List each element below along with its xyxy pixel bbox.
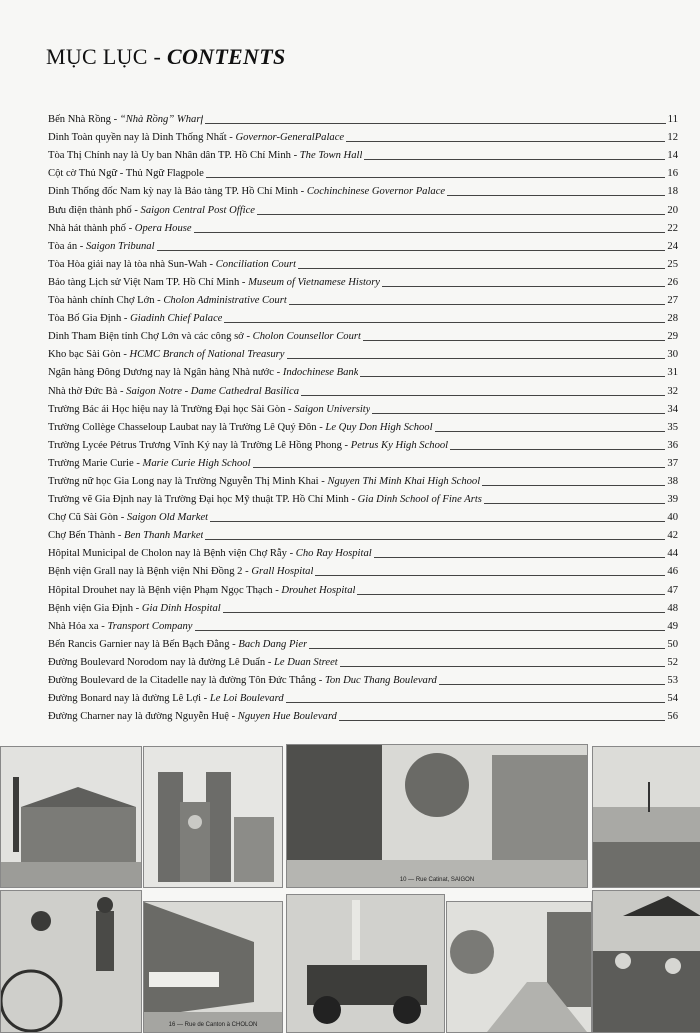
title-separator: - xyxy=(147,44,167,69)
toc-entry-separator: - xyxy=(272,584,282,596)
toc-page-number: 18 xyxy=(667,186,678,198)
toc-entry[interactable] xyxy=(48,198,678,216)
toc-entry-title xyxy=(48,530,203,542)
toc-entry-separator: - xyxy=(98,620,108,632)
toc-entry[interactable] xyxy=(48,235,678,253)
toc-page-number: 40 xyxy=(667,512,678,524)
toc-page-number: 47 xyxy=(667,584,678,596)
toc-entry-separator: - xyxy=(316,675,325,686)
toc-entry-english: Saigon Old Market xyxy=(126,512,209,524)
toc-entry-title xyxy=(48,114,203,126)
toc-leader-line xyxy=(484,503,666,504)
toc-leader-line xyxy=(286,702,666,703)
toc-entry-english: Thủ Ngữ Flagpole xyxy=(125,168,204,180)
toc-entry-english: Transport Company xyxy=(107,620,193,632)
toc-entry-separator: - xyxy=(228,711,238,723)
toc-entry[interactable] xyxy=(48,379,678,397)
toc-entry[interactable] xyxy=(48,578,678,596)
toc-page-number: 42 xyxy=(667,530,678,542)
toc-entry-vietnamese: Trường Lycée Pétrus Trương Vĩnh Ký nay là Trường Lê Hồng Phong xyxy=(48,439,342,451)
toc-entry[interactable] xyxy=(48,325,678,343)
toc-page-number: 44 xyxy=(667,548,678,560)
toc-entry-english: Ton Duc Thang Boulevard xyxy=(324,675,437,686)
toc-entry-vietnamese: Cột cờ Thủ Ngữ xyxy=(48,168,118,180)
toc-leader-line xyxy=(205,123,665,124)
toc-entry-title xyxy=(48,603,221,615)
toc-entry[interactable] xyxy=(48,669,678,687)
toc-page-number: 26 xyxy=(667,276,678,288)
toc-entry-vietnamese: Chợ Cũ Sài Gòn xyxy=(48,512,119,524)
toc-entry-separator: - xyxy=(133,457,143,469)
toc-entry-title xyxy=(48,512,208,524)
toc-page-number: 14 xyxy=(667,150,678,162)
toc-entry[interactable] xyxy=(48,126,678,144)
toc-entry-title xyxy=(48,675,437,687)
toc-entry-title xyxy=(48,205,255,217)
toc-entry-vietnamese: Bảo tàng Lịch sử Việt Nam TP. Hồ Chí Minh xyxy=(48,276,240,288)
toc-entry-vietnamese: Nhà hát thành phố xyxy=(48,222,126,234)
toc-entry-title xyxy=(48,566,313,578)
toc-page-number: 29 xyxy=(667,331,678,343)
photo-rickshaw xyxy=(0,890,142,1033)
toc-entry-vietnamese: Kho bạc Sài Gòn xyxy=(48,349,121,361)
toc-entry-separator: - xyxy=(117,385,127,397)
toc-entry[interactable] xyxy=(48,597,678,615)
photo-boulevard xyxy=(446,901,592,1033)
toc-entry-separator: - xyxy=(265,656,274,668)
toc-entry[interactable] xyxy=(48,416,678,434)
toc-entry-separator: - xyxy=(285,403,295,415)
toc-entry-title xyxy=(48,367,358,379)
toc-entry-english: Cho Ray Hospital xyxy=(295,548,372,560)
toc-page-number: 39 xyxy=(667,494,678,506)
toc-entry-title xyxy=(48,386,299,398)
toc-entry[interactable] xyxy=(48,307,678,325)
toc-leader-line xyxy=(194,232,666,233)
toc-entry-title xyxy=(48,295,287,307)
toc-leader-line xyxy=(205,539,665,540)
toc-entry-separator: - xyxy=(341,439,351,451)
toc-entry-english: The Town Hall xyxy=(299,150,363,162)
toc-leader-line xyxy=(287,358,666,359)
toc-entry-english: Le Quy Don High School xyxy=(325,421,433,433)
toc-entry-title xyxy=(48,132,344,144)
toc-entry-separator: - xyxy=(120,349,130,361)
toc-leader-line xyxy=(363,340,665,341)
toc-entry-vietnamese: Bệnh viện Gia Định xyxy=(48,602,134,614)
toc-entry[interactable] xyxy=(48,452,678,470)
toc-entry-english: Giadinh Chief Palace xyxy=(130,313,223,325)
toc-page-number: 32 xyxy=(667,385,678,397)
toc-entry-title xyxy=(48,494,482,506)
toc-entry-separator: - xyxy=(318,475,328,487)
toc-leader-line xyxy=(340,666,666,667)
toc-page-number: 46 xyxy=(667,566,678,578)
toc-leader-line xyxy=(195,630,666,631)
toc-leader-line xyxy=(357,594,665,595)
toc-leader-line xyxy=(360,376,665,377)
toc-entry[interactable] xyxy=(48,542,678,560)
toc-entry-english: Grall Hospital xyxy=(251,566,314,578)
toc-leader-line xyxy=(346,141,665,142)
toc-entry-vietnamese: Trường Marie Curie xyxy=(48,457,134,469)
photo-street-corner xyxy=(286,744,588,888)
toc-entry-english: Cholon Counsellor Court xyxy=(252,331,361,343)
toc-entry-vietnamese: Nhà thờ Đức Bà xyxy=(48,385,118,397)
toc-entry-vietnamese: Bến Nhà Rồng xyxy=(48,114,111,126)
toc-entry-separator: - xyxy=(131,204,141,216)
toc-leader-line xyxy=(301,395,665,396)
toc-page-number: 22 xyxy=(667,222,678,234)
toc-page-number: 50 xyxy=(667,638,678,650)
toc-entry-separator: - xyxy=(117,168,126,180)
toc-leader-line xyxy=(224,322,665,323)
toc-leader-line xyxy=(374,557,666,558)
toc-entry-title xyxy=(48,639,307,651)
toc-entry[interactable] xyxy=(48,343,678,361)
toc-entry-english: Ben Thanh Market xyxy=(124,530,204,542)
toc-page-number: 35 xyxy=(667,421,678,433)
toc-entry-vietnamese: Tòa hành chính Chợ Lớn xyxy=(48,295,155,307)
toc-entry-title xyxy=(48,150,362,162)
toc-entry-english: Saigon Central Post Office xyxy=(140,204,256,216)
toc-page-number: 34 xyxy=(667,403,678,415)
toc-entry-vietnamese: Trường vẽ Gia Định nay là Trường Đại học Mỹ thuật TP. Hồ Chí Minh xyxy=(48,494,349,506)
toc-leader-line xyxy=(253,467,666,468)
toc-entry-separator: - xyxy=(243,331,253,343)
toc-entry-separator: - xyxy=(316,421,326,433)
toc-leader-line xyxy=(339,720,666,721)
toc-entry-vietnamese: Đường Boulevard de la Citadelle nay là đường Tôn Đức Thắng xyxy=(48,675,317,686)
toc-entry[interactable] xyxy=(48,506,678,524)
toc-entry-title xyxy=(48,585,355,597)
toc-page-number: 25 xyxy=(667,258,678,270)
toc-leader-line xyxy=(382,286,665,287)
toc-entry-separator: - xyxy=(242,566,252,578)
toc-entry[interactable] xyxy=(48,470,678,488)
photo-caption: 10 — Rue Catinat, SAIGON xyxy=(399,877,475,883)
toc-page-number: 27 xyxy=(667,295,678,307)
toc-entry-english: HCMC Branch of National Treasury xyxy=(129,349,285,361)
toc-entry-separator: - xyxy=(154,295,164,307)
page-title xyxy=(46,44,286,70)
toc-entry-english: Le Duan Street xyxy=(274,656,338,668)
toc-leader-line xyxy=(439,684,666,685)
toc-entry-vietnamese: Bưu điện thành phố xyxy=(48,204,132,216)
toc-entry-english: Gia Dinh Hospital xyxy=(141,602,221,614)
toc-entry-english: “Nhà Rồng” Wharf xyxy=(119,114,204,126)
toc-entry-title xyxy=(48,313,222,325)
toc-entry-vietnamese: Đường Boulevard Norodom nay là đường Lê Duẩn xyxy=(48,656,266,668)
toc-entry-english: Bach Dang Pier xyxy=(238,638,308,650)
toc-entry-vietnamese: Dinh Thống đốc Nam kỳ nay là Bảo tàng TP. Hồ Chí Minh xyxy=(48,186,299,198)
toc-entry-title xyxy=(48,168,204,180)
toc-entry[interactable] xyxy=(48,289,678,307)
photo-strip xyxy=(0,744,700,1031)
toc-entry-vietnamese: Bệnh viện Grall nay là Bệnh viện Nhi Đồng 2 xyxy=(48,566,243,578)
toc-leader-line xyxy=(364,159,665,160)
toc-entry-separator: - xyxy=(206,258,216,270)
toc-entry[interactable] xyxy=(48,108,678,126)
toc-entry-english: Drouhet Hospital xyxy=(281,584,356,596)
toc-entry[interactable] xyxy=(48,180,678,198)
photo-cathedral xyxy=(143,746,283,888)
toc-entry[interactable] xyxy=(48,434,678,452)
toc-entry-separator: - xyxy=(273,367,283,379)
toc-entry-vietnamese: Tòa Thị Chính nay là Ủy ban Nhân dân TP. Hồ Chí Minh xyxy=(48,150,291,162)
toc-leader-line xyxy=(315,575,665,576)
toc-entry-separator: - xyxy=(298,186,307,198)
toc-entry-separator: - xyxy=(115,530,125,542)
toc-entry-english: Saigon Notre - Dame Cathedral Basilica xyxy=(126,385,300,397)
toc-entry-separator: - xyxy=(286,548,296,560)
toc-leader-line xyxy=(289,304,666,305)
toc-page-number: 36 xyxy=(667,439,678,451)
toc-leader-line xyxy=(210,521,665,522)
toc-leader-line xyxy=(298,268,665,269)
toc-entry[interactable] xyxy=(48,144,678,162)
photo-shophouses xyxy=(143,901,283,1033)
toc-entry-english: Governor-GeneralPalace xyxy=(235,132,345,144)
toc-entry-english: Gia Dinh School of Fine Arts xyxy=(357,494,482,506)
toc-page-number: 20 xyxy=(667,204,678,216)
toc-entry[interactable] xyxy=(48,705,678,723)
toc-entry-separator: - xyxy=(133,602,142,614)
toc-entry-english: Le Loi Boulevard xyxy=(209,693,284,705)
toc-page-number: 56 xyxy=(667,711,678,723)
toc-entry-english: Saigon Tribunal xyxy=(85,240,155,252)
photo-market xyxy=(592,890,700,1033)
toc-entry-english: Nguyen Hue Boulevard xyxy=(237,711,337,723)
toc-entry-vietnamese: Hôpital Municipal de Cholon nay là Bệnh viện Chợ Rẫy xyxy=(48,548,287,560)
toc-entry-vietnamese: Chợ Bến Thành xyxy=(48,530,116,542)
toc-leader-line xyxy=(450,449,665,450)
table-of-contents xyxy=(48,108,678,723)
toc-page-number: 37 xyxy=(667,457,678,469)
toc-entry-separator: - xyxy=(125,222,135,234)
toc-entry-separator: - xyxy=(110,114,120,126)
toc-entry-english: Marie Curie High School xyxy=(142,457,251,469)
toc-entry-separator: - xyxy=(239,276,249,288)
toc-entry-english: Cholon Administrative Court xyxy=(163,295,287,307)
toc-entry-vietnamese: Tòa Bố Gia Định xyxy=(48,313,122,325)
toc-entry[interactable] xyxy=(48,398,678,416)
toc-entry[interactable] xyxy=(48,488,678,506)
toc-entry-title xyxy=(48,711,337,723)
toc-entry-title xyxy=(48,223,192,235)
toc-page-number: 49 xyxy=(667,620,678,632)
toc-page-number: 16 xyxy=(667,168,678,180)
toc-entry[interactable] xyxy=(48,253,678,271)
title-vietnamese: MỤC LỤC xyxy=(46,44,148,69)
toc-entry[interactable] xyxy=(48,651,678,669)
toc-entry-title xyxy=(48,349,285,361)
toc-entry-title xyxy=(48,186,445,198)
toc-entry-separator: - xyxy=(226,132,236,144)
toc-entry-separator: - xyxy=(121,313,131,325)
photo-post-office xyxy=(0,746,142,888)
photo-motorcar xyxy=(286,894,445,1033)
toc-entry-english: Conciliation Court xyxy=(215,258,297,270)
toc-entry-title xyxy=(48,422,433,434)
photo-river xyxy=(592,746,700,888)
toc-entry-english: Nguyen Thi Minh Khai High School xyxy=(327,475,481,487)
toc-entry-title xyxy=(48,259,296,271)
toc-page-number: 30 xyxy=(667,349,678,361)
toc-entry-vietnamese: Tòa án xyxy=(48,240,78,252)
toc-leader-line xyxy=(482,485,665,486)
toc-entry-vietnamese: Đường Charner nay là đường Nguyễn Huệ xyxy=(48,711,229,723)
toc-entry[interactable] xyxy=(48,615,678,633)
toc-entry-vietnamese: Trường nữ học Gia Long nay là Trường Nguyễn Thị Minh Khai xyxy=(48,475,319,487)
toc-page-number: 53 xyxy=(667,675,678,686)
toc-entry[interactable] xyxy=(48,271,678,289)
toc-entry-title xyxy=(48,458,251,470)
photo-caption: 16 — Rue de Canton à CHOLON xyxy=(168,1022,258,1028)
toc-page-number: 48 xyxy=(667,602,678,614)
toc-entry[interactable] xyxy=(48,560,678,578)
toc-entry[interactable] xyxy=(48,361,678,379)
toc-leader-line xyxy=(447,195,665,196)
toc-entry-title xyxy=(48,277,380,289)
title-english: CONTENTS xyxy=(166,44,286,69)
toc-entry[interactable] xyxy=(48,217,678,235)
toc-entry-separator: - xyxy=(77,240,86,252)
toc-entry-title xyxy=(48,440,448,452)
toc-entry-vietnamese: Trường Collège Chasseloup Laubat nay là Trường Lê Quý Đôn xyxy=(48,421,317,433)
toc-page-number: 11 xyxy=(667,114,678,126)
toc-entry[interactable] xyxy=(48,687,678,705)
toc-entry-vietnamese: Trường Bác ái Học hiệu nay là Trường Đại học Sài Gòn xyxy=(48,403,286,415)
toc-entry-english: Indochinese Bank xyxy=(282,367,359,379)
toc-entry-separator: - xyxy=(290,150,300,162)
toc-entry-english: Cochinchinese Governor Palace xyxy=(306,186,446,198)
toc-entry[interactable] xyxy=(48,162,678,180)
toc-page-number: 38 xyxy=(667,475,678,487)
toc-entry-title xyxy=(48,621,193,633)
toc-entry-title xyxy=(48,241,155,253)
toc-entry-separator: - xyxy=(229,638,239,650)
toc-entry-separator: - xyxy=(348,494,358,506)
toc-entry[interactable] xyxy=(48,524,678,542)
toc-entry-separator: - xyxy=(201,693,210,705)
toc-leader-line xyxy=(309,648,665,649)
toc-page-number: 52 xyxy=(667,656,678,668)
toc-entry-english: Museum of Vietnamese History xyxy=(248,276,381,288)
toc-entry-vietnamese: Bến Rancis Garnier nay là Bến Bạch Đằng xyxy=(48,638,230,650)
toc-entry-english: Petrus Ky High School xyxy=(350,439,449,451)
toc-entry-vietnamese: Dinh Tham Biện tỉnh Chợ Lớn và các công sở xyxy=(48,331,244,343)
toc-page-number: 28 xyxy=(667,313,678,325)
toc-leader-line xyxy=(206,177,666,178)
toc-entry-vietnamese: Đường Bonard nay là đường Lê Lợi xyxy=(48,693,202,705)
toc-entry-english: Opera House xyxy=(134,222,192,234)
toc-leader-line xyxy=(435,431,666,432)
toc-entry-title xyxy=(48,657,338,669)
toc-entry-vietnamese: Hôpital Drouhet nay là Bệnh viện Phạm Ngọc Thạch xyxy=(48,584,273,596)
toc-entry-title xyxy=(48,476,480,488)
toc-page-number: 31 xyxy=(667,367,678,379)
toc-entry-vietnamese: Dinh Toàn quyền nay là Dinh Thống Nhất xyxy=(48,132,227,144)
toc-entry-title xyxy=(48,548,372,560)
toc-entry-title xyxy=(48,404,370,416)
toc-leader-line xyxy=(257,214,665,215)
toc-entry-vietnamese: Tòa Hòa giải nay là tòa nhà Sun-Wah xyxy=(48,258,207,270)
toc-leader-line xyxy=(223,612,666,613)
toc-page-number: 24 xyxy=(667,240,678,252)
toc-entry-vietnamese: Nhà Hỏa xa xyxy=(48,620,99,632)
toc-page-number: 12 xyxy=(667,132,678,144)
toc-entry-separator: - xyxy=(118,512,127,524)
toc-entry[interactable] xyxy=(48,633,678,651)
toc-leader-line xyxy=(157,250,666,251)
toc-entry-english: Saigon University xyxy=(294,403,371,415)
toc-entry-vietnamese: Ngân hàng Đông Dương nay là Ngân hàng Nhà nước xyxy=(48,367,274,379)
toc-entry-title xyxy=(48,693,284,705)
toc-entry-title xyxy=(48,331,361,343)
toc-page-number: 54 xyxy=(667,693,678,705)
toc-leader-line xyxy=(372,413,665,414)
